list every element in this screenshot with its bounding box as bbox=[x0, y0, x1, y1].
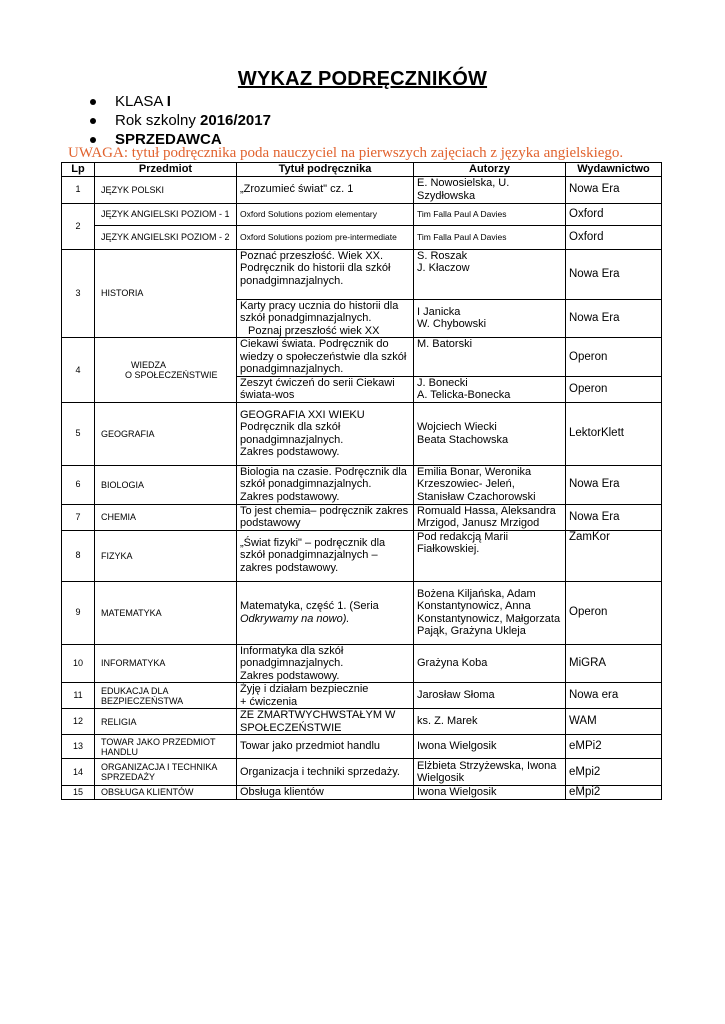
row-number: 12 bbox=[62, 709, 95, 735]
meta-profil: SPRZEDAWCA bbox=[90, 130, 271, 149]
authors-cell: M. Batorski bbox=[414, 338, 566, 377]
textbook-table bbox=[61, 162, 662, 800]
publisher-cell: Nowa Era bbox=[566, 249, 662, 299]
subject-cell: RELIGIA bbox=[95, 709, 237, 735]
title-cell: GEOGRAFIA XXI WIEKU Podręcznik dla szkół ponadgimnazjalnych. Zakres podstawowy. bbox=[237, 402, 414, 465]
table-row bbox=[62, 581, 662, 644]
title-cell: Ciekawi świata. Podręcznik do wiedzy o społeczeństwie dla szkół ponadgimnazjalnych. bbox=[237, 338, 414, 377]
table-row bbox=[62, 735, 662, 759]
title-cell: Zeszyt ćwiczeń do serii Ciekawi świata-wos bbox=[237, 376, 414, 402]
table-row bbox=[62, 504, 662, 530]
table-row bbox=[62, 203, 662, 225]
row-number: 3 bbox=[62, 249, 95, 338]
title-cell: Organizacja i techniki sprzedaży. bbox=[237, 759, 414, 786]
header-authors: Autorzy bbox=[414, 163, 566, 177]
authors-cell: E. Nowosielska, U. Szydłowska bbox=[414, 176, 566, 203]
authors-cell: Iwona Wielgosik bbox=[414, 735, 566, 759]
table-row bbox=[62, 683, 662, 709]
meta-rok: Rok szkolny 2016/2017 bbox=[90, 111, 271, 130]
authors-cell: Elżbieta Strzyżewska, Iwona Wielgosik bbox=[414, 759, 566, 786]
table-row bbox=[62, 338, 662, 377]
authors-cell: S. Roszak J. Kłaczow bbox=[414, 249, 566, 299]
authors-cell: I Janicka W. Chybowski bbox=[414, 299, 566, 338]
publisher-cell: eMpi2 bbox=[566, 786, 662, 800]
publisher-cell: Operon bbox=[566, 338, 662, 377]
bullet-icon bbox=[90, 137, 96, 143]
publisher-cell: Operon bbox=[566, 376, 662, 402]
row-number: 1 bbox=[62, 176, 95, 203]
table-row bbox=[62, 709, 662, 735]
table-row bbox=[62, 402, 662, 465]
bullet-icon bbox=[90, 99, 96, 105]
subject-cell: CHEMIA bbox=[95, 504, 237, 530]
bullet-icon bbox=[90, 118, 96, 124]
table-row bbox=[62, 465, 662, 504]
header-publisher: Wydawnictwo bbox=[566, 163, 662, 177]
table-row bbox=[62, 530, 662, 581]
title-cell: Matematyka, część 1. (Seria Odkrywamy na nowo). bbox=[237, 581, 414, 644]
subject-cell: BIOLOGIA bbox=[95, 465, 237, 504]
publisher-cell: Oxford bbox=[566, 225, 662, 249]
table-row bbox=[62, 786, 662, 800]
subject-cell: EDUKACJA DLA BEZPIECZEŃSTWA bbox=[95, 683, 237, 709]
publisher-cell: Nowa Era bbox=[566, 299, 662, 338]
subject-cell: GEOGRAFIA bbox=[95, 402, 237, 465]
row-number: 7 bbox=[62, 504, 95, 530]
row-number: 8 bbox=[62, 530, 95, 581]
warning-note: UWAGA: tytuł podręcznika poda nauczyciel na pierwszych zajęciach z języka angielskiego. bbox=[68, 145, 624, 161]
table-header-row bbox=[62, 163, 662, 177]
title-cell: Biologia na czasie. Podręcznik dla szkół ponadgimnazjalnych. Zakres podstawowy. bbox=[237, 465, 414, 504]
subject-cell: OBSŁUGA KLIENTÓW bbox=[95, 786, 237, 800]
authors-cell: Romuald Hassa, Aleksandra Mrzigod, Janusz Mrzigod bbox=[414, 504, 566, 530]
header-lp: Lp bbox=[62, 163, 95, 177]
publisher-cell: Nowa Era bbox=[566, 504, 662, 530]
authors-cell: ks. Z. Marek bbox=[414, 709, 566, 735]
title-cell: ZE ZMARTWYCHWSTAŁYM W SPOŁECZEŃSTWIE bbox=[237, 709, 414, 735]
title-cell: Towar jako przedmiot handlu bbox=[237, 735, 414, 759]
publisher-cell: Oxford bbox=[566, 203, 662, 225]
authors-cell: Pod redakcją Marii Fiałkowskiej. bbox=[414, 530, 566, 581]
row-number: 9 bbox=[62, 581, 95, 644]
publisher-cell: eMPi2 bbox=[566, 735, 662, 759]
authors-cell: J. Bonecki A. Telicka-Bonecka bbox=[414, 376, 566, 402]
row-number: 15 bbox=[62, 786, 95, 800]
publisher-cell: eMpi2 bbox=[566, 759, 662, 786]
publisher-cell: ZamKor bbox=[566, 530, 662, 581]
meta-list bbox=[90, 92, 271, 149]
subject-cell: FIZYKA bbox=[95, 530, 237, 581]
row-number: 10 bbox=[62, 644, 95, 683]
row-number: 14 bbox=[62, 759, 95, 786]
authors-cell: Grażyna Koba bbox=[414, 644, 566, 683]
table-row bbox=[62, 249, 662, 299]
table-row bbox=[62, 225, 662, 249]
title-cell: Poznać przeszłość. Wiek XX. Podręcznik do historii dla szkół ponadgimnazjalnych. bbox=[237, 249, 414, 299]
publisher-cell: Nowa era bbox=[566, 683, 662, 709]
title-cell: Żyję i działam bezpiecznie + ćwiczenia bbox=[237, 683, 414, 709]
subject-cell: JĘZYK ANGIELSKI POZIOM - 2 bbox=[95, 225, 237, 249]
title-cell: Oxford Solutions poziom pre-intermediate bbox=[237, 225, 414, 249]
title-cell: Obsługa klientów bbox=[237, 786, 414, 800]
table-row bbox=[62, 644, 662, 683]
publisher-cell: Nowa Era bbox=[566, 176, 662, 203]
authors-cell: Emilia Bonar, Weronika Krzeszowiec- Jeleń, Stanisław Czachorowski bbox=[414, 465, 566, 504]
subject-cell: JĘZYK ANGIELSKI POZIOM - 1 bbox=[95, 203, 237, 225]
subject-cell: MATEMATYKA bbox=[95, 581, 237, 644]
authors-cell: Bożena Kiljańska, Adam Konstantynowicz, Anna Konstantynowicz, Małgorzata Pająk, Grażyna Ukleja bbox=[414, 581, 566, 644]
subject-cell: TOWAR JAKO PRZEDMIOT HANDLU bbox=[95, 735, 237, 759]
publisher-cell: LektorKlett bbox=[566, 402, 662, 465]
table-row bbox=[62, 176, 662, 203]
row-number: 11 bbox=[62, 683, 95, 709]
authors-cell: Wojciech Wiecki Beata Stachowska bbox=[414, 402, 566, 465]
row-number: 5 bbox=[62, 402, 95, 465]
title-cell: Karty pracy ucznia do historii dla szkół ponadgimnazjalnych. Poznaj przeszłość wiek XX bbox=[237, 299, 414, 338]
publisher-cell: Nowa Era bbox=[566, 465, 662, 504]
header-subject: Przedmiot bbox=[95, 163, 237, 177]
authors-cell: Jarosław Słoma bbox=[414, 683, 566, 709]
title-cell: „Zrozumieć świat" cz. 1 bbox=[237, 176, 414, 203]
subject-cell: INFORMATYKA bbox=[95, 644, 237, 683]
subject-cell: HISTORIA bbox=[95, 249, 237, 338]
authors-cell: Tim Falla Paul A Davies bbox=[414, 225, 566, 249]
title-cell: Informatyka dla szkół ponadgimnazjalnych. Zakres podstawowy. bbox=[237, 644, 414, 683]
row-number: 13 bbox=[62, 735, 95, 759]
row-number: 2 bbox=[62, 203, 95, 249]
title-cell: To jest chemia– podręcznik zakres podstawowy bbox=[237, 504, 414, 530]
meta-klasa: KLASA I bbox=[90, 92, 271, 111]
row-number: 4 bbox=[62, 338, 95, 403]
authors-cell: Tim Falla Paul A Davies bbox=[414, 203, 566, 225]
authors-cell: Iwona Wielgosik bbox=[414, 786, 566, 800]
subject-cell: JĘZYK POLSKI bbox=[95, 176, 237, 203]
page-title: WYKAZ PODRĘCZNIKÓW bbox=[237, 68, 488, 90]
row-number: 6 bbox=[62, 465, 95, 504]
title-cell: „Świat fizyki" – podręcznik dla szkół ponadgimnazjalnych – zakres podstawowy. bbox=[237, 530, 414, 581]
subject-cell: WIEDZA O SPOŁECZEŃSTWIE bbox=[95, 338, 237, 403]
table-row bbox=[62, 759, 662, 786]
title-cell: Oxford Solutions poziom elementary bbox=[237, 203, 414, 225]
publisher-cell: Operon bbox=[566, 581, 662, 644]
header-title: Tytuł podręcznika bbox=[237, 163, 414, 177]
publisher-cell: WAM bbox=[566, 709, 662, 735]
subject-cell: ORGANIZACJA I TECHNIKA SPRZEDAŻY bbox=[95, 759, 237, 786]
publisher-cell: MiGRA bbox=[566, 644, 662, 683]
